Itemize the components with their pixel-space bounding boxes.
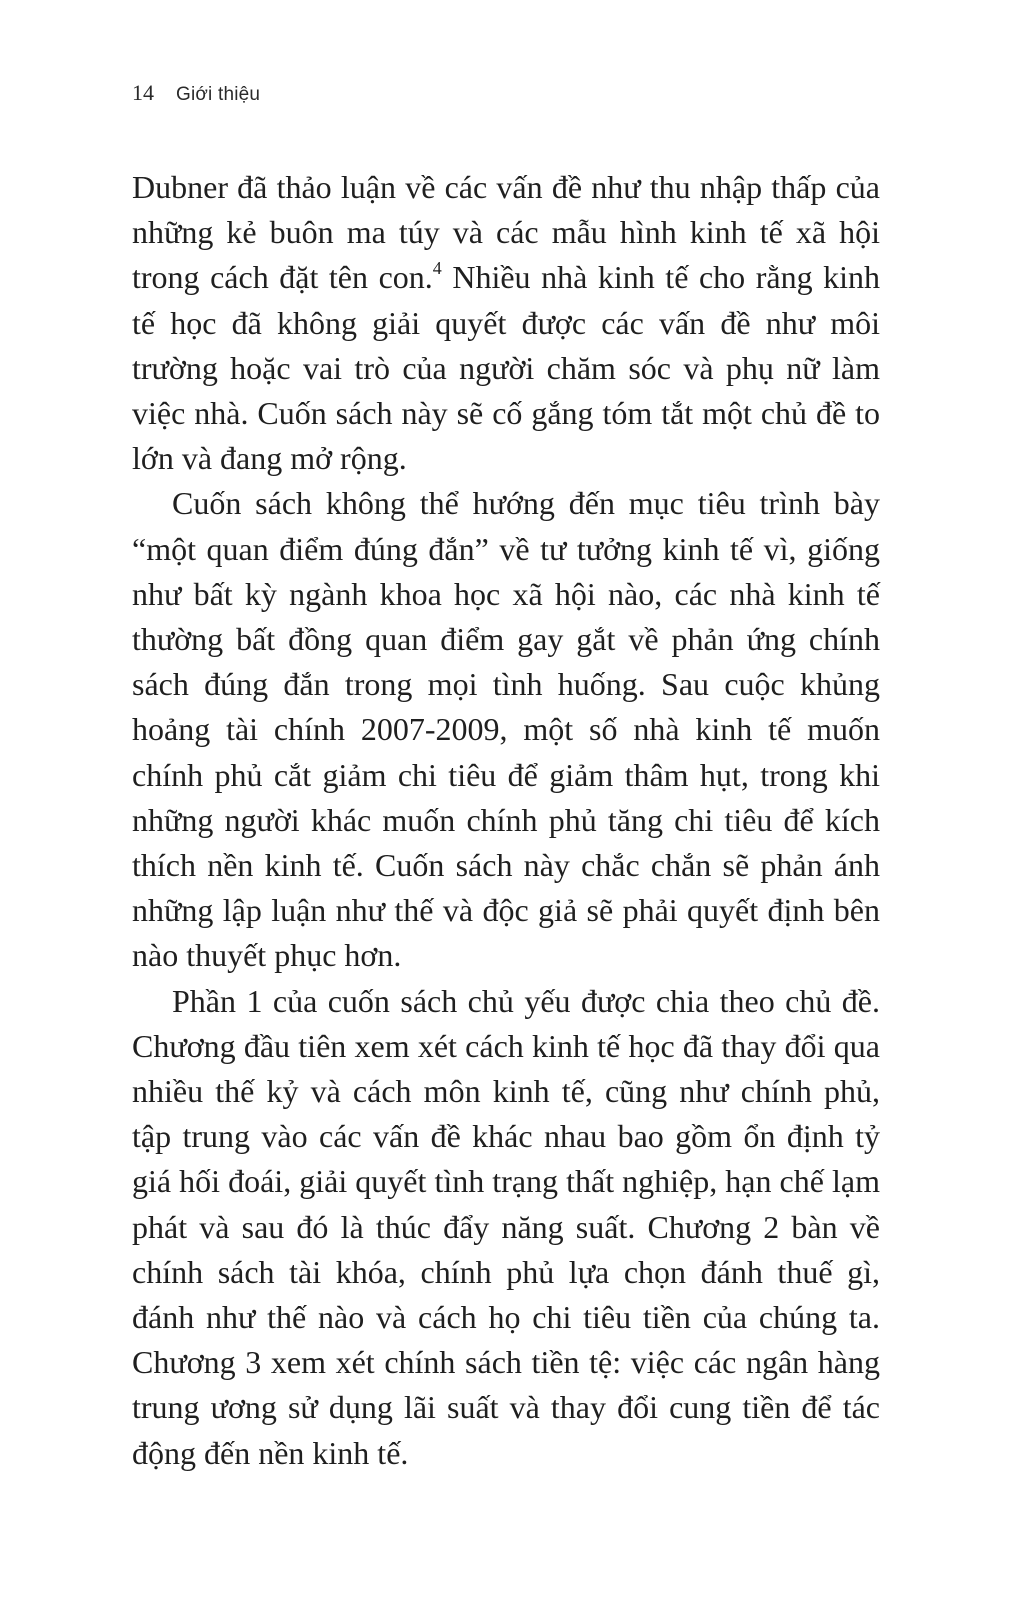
paragraph-1: [132, 165, 880, 481]
page-number: 14: [132, 80, 154, 105]
section-title: Giới thiệu: [176, 84, 261, 105]
body-text: [132, 165, 880, 1476]
footnote-reference: 4: [432, 258, 442, 279]
paragraph-2: Cuốn sách không thể hướng đến mục tiêu trình bày “một quan điểm đúng đắn” về tư tưởng kinh tế vì, giống như bất kỳ ngành khoa học xã hội nào, các nhà kinh tế thường bất đồng quan điểm gay gắt về phản ứng chính sách đúng đắn trong mọi tình huống. Sau cuộc khủng hoảng tài chính 2007-2009, một số nhà kinh tế muốn chính phủ cắt giảm chi tiêu để giảm thâm hụt, trong khi những người khác muốn chính phủ tăng chi tiêu để kích thích nền kinh tế. Cuốn sách này chắc chắn sẽ phản ánh những lập luận như thế và độc giả sẽ phải quyết định bên nào thuyết phục hơn.: [132, 485, 880, 974]
running-header: [132, 80, 260, 114]
paragraph-1-text-end: Nhiều nhà kinh tế cho rằng kinh tế học đã không giải quyết được các vấn đề như môi trường hoặc vai trò của người chăm sóc và phụ nữ làm việc nhà. Cuốn sách này sẽ cố gắng tóm tắt một chủ đề to lớn và đang mở rộng.: [132, 259, 881, 477]
paragraph-1-text-start: Dubner đã thảo luận về các vấn đề như thu nhập thấp của những kẻ buôn ma túy và các mẫu hình kinh tế xã hội trong cách đặt tên con.: [132, 169, 880, 296]
paragraph-3: Phần 1 của cuốn sách chủ yếu được chia theo chủ đề. Chương đầu tiên xem xét cách kinh tế học đã thay đổi qua nhiều thế kỷ và cách môn kinh tế, cũng như chính phủ, tập trung vào các vấn đề khác nhau bao gồm ổn định tỷ giá hối đoái, giải quyết tình trạng thất nghiệp, hạn chế lạm phát và sau đó là thúc đẩy năng suất. Chương 2 bàn về chính sách tài khóa, chính phủ lựa chọn đánh thuế gì, đánh như thế nào và cách họ chi tiêu tiền của chúng ta. Chương 3 xem xét chính sách tiền tệ: việc các ngân hàng trung ương sử dụng lãi suất và thay đổi cung tiền để tác động đến nền kinh tế.: [132, 982, 880, 1471]
